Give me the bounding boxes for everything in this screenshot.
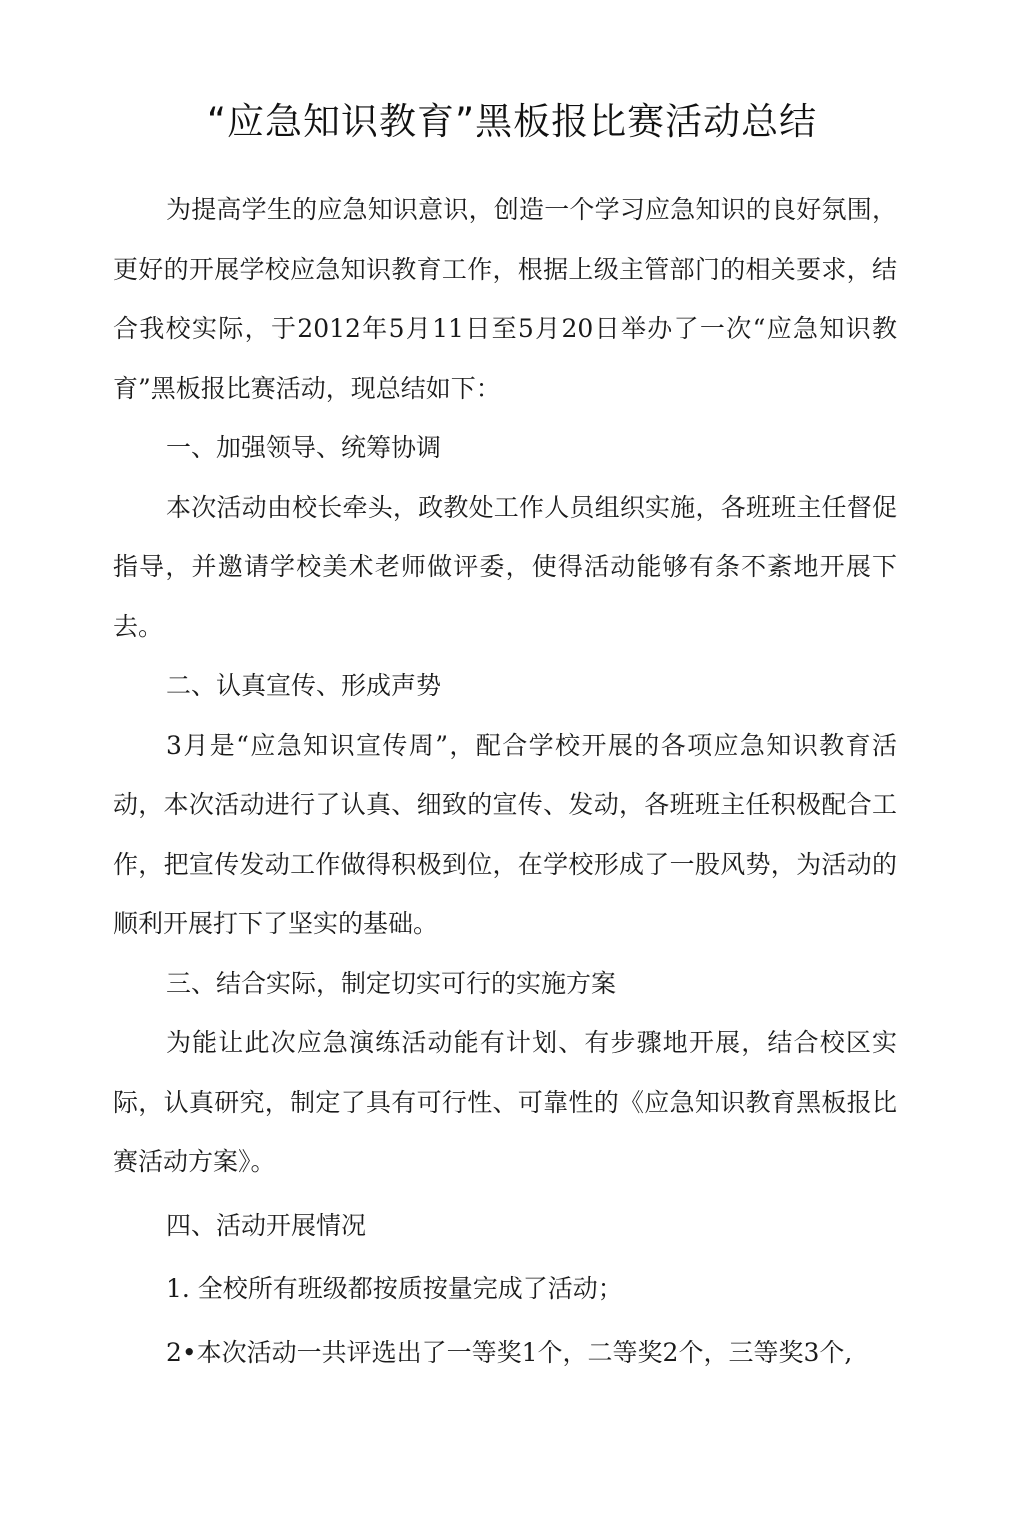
section-body-2: 3月是“应急知识宣传周”，配合学校开展的各项应急知识教育活动，本次活动进行了认真、细致的宣传、发动，各班班主任积极配合工作，把宣传发动工作做得积极到位，在学校形成了一股风势，为活动的顺利开展打下了坚实的基础。 [113,730,897,938]
document-body [113,180,897,1382]
section-heading-3: 三、结合实际，制定切实可行的实施方案 [166,968,617,998]
section-body-1: 本次活动由校长牵头，政教处工作人员组织实施，各班班主任督促指导，并邀请学校美术老师做评委，使得活动能够有条不紊地开展下去。 [113,492,897,641]
list-item-1: 1. 全校所有班级都按质按量完成了活动； [166,1274,623,1303]
section-body-3: 为能让此次应急演练活动能有计划、有步骤地开展，结合校区实际，认真研究，制定了具有可行性、可靠性的《应急知识教育黑板报比赛活动方案》。 [113,1028,897,1176]
list-item-2: 2•本次活动一共评选出了一等奖1个，二等奖2个，三等奖3个, [166,1337,853,1367]
section-heading-4: 四、活动开展情况 [166,1210,367,1240]
document-title: “应急知识教育”黑板报比赛活动总结 [206,100,818,143]
intro-paragraph: 为提高学生的应急知识意识，创造一个学习应急知识的良好氛围，更好的开展学校应急知识教育工作，根据上级主管部门的相关要求，结合我校实际，于2012年5月11日至5月20日举办了一次“应急知识教育”黑板报比赛活动，现总结如下： [113,195,897,403]
section-heading-2: 二、认真宣传、形成声势 [166,671,442,700]
section-heading-1: 一、加强领导、统筹协调 [166,433,442,462]
